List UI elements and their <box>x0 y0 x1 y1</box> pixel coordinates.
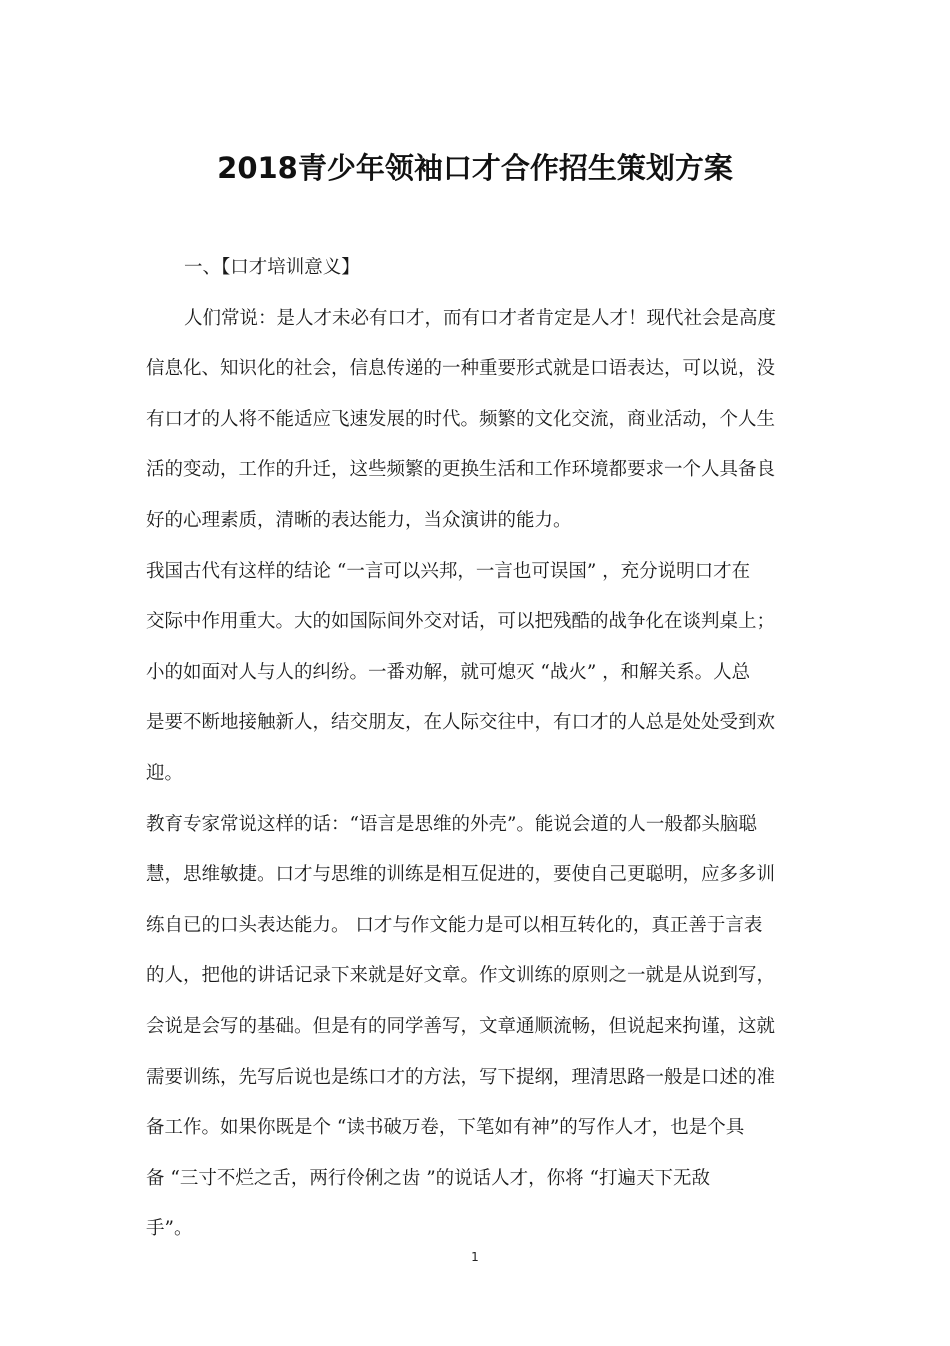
paragraph-line: 是要不断地接触新人，结交朋友，在人际交往中，有口才的人总是处处受到欢 <box>146 712 776 734</box>
paragraph-line: 交际中作用重大。大的如国际间外交对话，可以把残酷的战争化在谈判桌上； <box>146 611 776 633</box>
document-body <box>146 243 806 1255</box>
paragraph-line: 的人，把他的讲话记录下来就是好文章。作文训练的原则之一就是从说到写， <box>146 965 776 987</box>
paragraph-line: 练自已的口头表达能力。 口才与作文能力是可以相互转化的，真正善于言表 <box>146 914 763 936</box>
paragraph-line: 活的变动，工作的升迁，这些频繁的更换生活和工作环境都要求一个人具备良 <box>146 459 776 481</box>
section-heading: 一、【口才培训意义】 <box>184 257 360 278</box>
paragraph-line: 慧，思维敏捷。口才与思维的训练是相互促进的，要使自己更聪明，应多多训 <box>146 864 776 886</box>
page-number: 1 <box>471 1250 479 1264</box>
paragraph-line: 人们常说：是人才未必有口才，而有口才者肯定是人才！现代社会是高度 <box>184 307 777 329</box>
paragraph-line: 备 “三寸不烂之舌，两行伶俐之齿 ”的说话人才，你将 “打遍天下无敌 <box>146 1167 711 1189</box>
paragraph-line: 手”。 <box>146 1218 193 1240</box>
paragraph-line: 迎。 <box>146 762 184 784</box>
paragraph-line: 信息化、知识化的社会，信息传递的一种重要形式就是口语表达，可以说，没 <box>146 358 776 380</box>
paragraph-line: 会说是会写的基础。但是有的同学善写，文章通顺流畅，但说起来拘谨，这就 <box>146 1015 776 1037</box>
paragraph-line: 有口才的人将不能适应飞速发展的时代。频繁的文化交流，商业活动，个人生 <box>146 408 776 430</box>
paragraph-line: 好的心理素质，清晰的表达能力，当众演讲的能力。 <box>146 509 572 531</box>
paragraph-line: 我国古代有这样的结论 “一言可以兴邦，一言也可误国” ，充分说明口才在 <box>146 560 751 582</box>
paragraph-line: 教育专家常说这样的话：“语言是思维的外壳”。能说会道的人一般都头脑聪 <box>146 813 757 835</box>
paragraph-line: 备工作。如果你既是个 “读书破万卷，下笔如有神”的写作人才，也是个具 <box>146 1117 745 1139</box>
document-title: 2018青少年领袖口才合作招生策划方案 <box>217 151 733 185</box>
paragraph-line: 小的如面对人与人的纠纷。一番劝解，就可熄灭 “战火” ，和解关系。人总 <box>146 661 751 683</box>
paragraph-line: 需要训练，先写后说也是练口才的方法，写下提纲，理清思路一般是口述的准 <box>146 1066 776 1088</box>
